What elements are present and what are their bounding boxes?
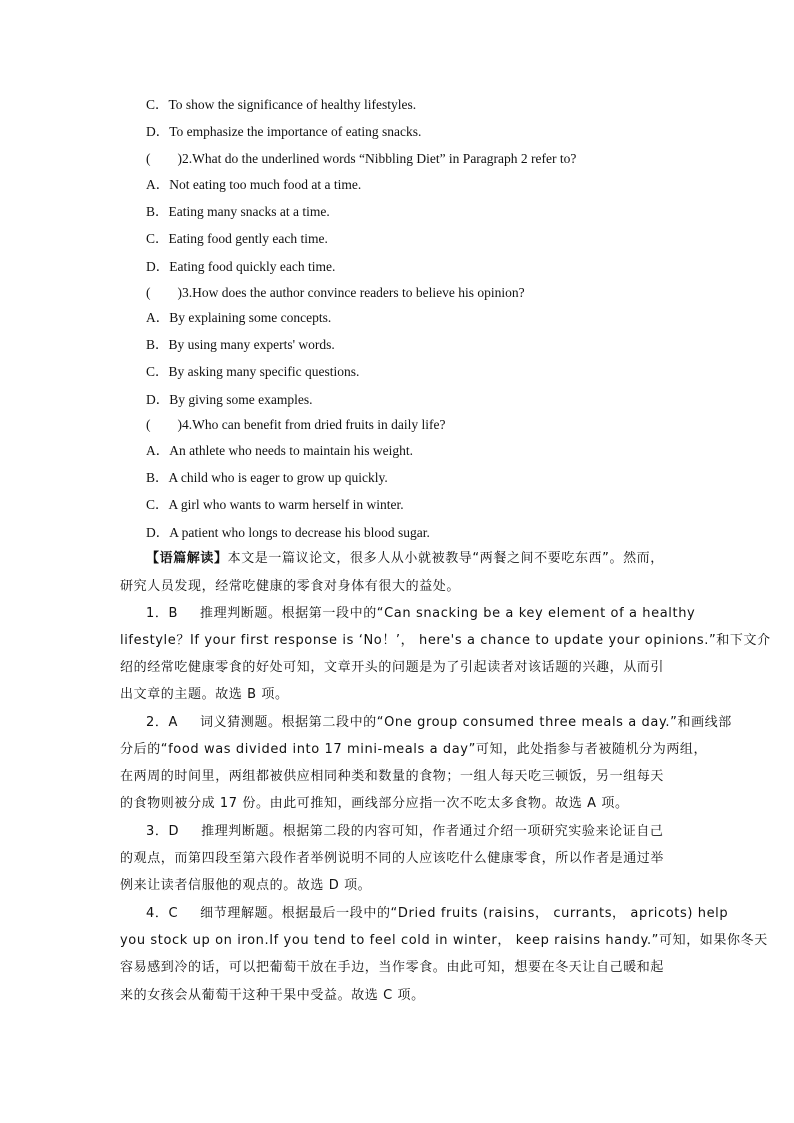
option-b-q4: B．A child who is eager to grow up quickly.	[146, 470, 388, 485]
option-c-q1: C．To show the significance of healthy lifestyles.	[146, 97, 417, 112]
option-c-q4: C．A girl who wants to warm herself in winter.	[146, 497, 404, 512]
analysis-label: 【语篇解读】	[146, 551, 228, 566]
answer-blank: ( )	[146, 285, 182, 300]
option-c-q2: C．Eating food gently each time.	[146, 231, 328, 246]
answer-blank: ( )	[146, 151, 182, 166]
answer-3-line-2: 的观点，而第四段至第六段作者举例说明不同的人应该吃什么健康零食，所以作者是通过举	[120, 851, 665, 866]
question-3	[146, 283, 525, 303]
option-a-q4: A．An athlete who needs to maintain his weight.	[146, 443, 413, 458]
answer-4-line-4: 来的女孩会从葡萄干这种干果中受益。故选 C 项。	[120, 988, 425, 1003]
answer-1-line-3: 绍的经常吃健康零食的好处可知，文章开头的问题是为了引起读者对该话题的兴趣，从而引	[120, 660, 665, 675]
option-b-q2: B．Eating many snacks at a time.	[146, 204, 330, 219]
option-d-q4: D．A patient who longs to decrease his blood sugar.	[146, 525, 430, 540]
answer-2-line-3: 在两周的时间里，两组都被供应相同种类和数量的食物；一组人每天吃三顿饭，另一组每天	[120, 769, 665, 784]
option-d-q1: D．To emphasize the importance of eating snacks.	[146, 124, 422, 139]
answer-2-line-2: 分后的“food was divided into 17 mini-meals a day”可知，此处指参与者被随机分为两组，	[120, 742, 708, 757]
question-text: 4.Who can benefit from dried fruits in daily life?	[182, 417, 446, 432]
option-b-q3: B．By using many experts' words.	[146, 337, 335, 352]
question-2	[146, 149, 576, 169]
answer-1-line-2: lifestyle？If your first response is ‘No！’， here's a chance to update your opinions.”和下文介	[120, 633, 771, 648]
question-text: 3.How does the author convince readers to believe his opinion?	[182, 285, 525, 300]
answer-number: 4．C	[146, 906, 179, 921]
answer-4-line-3: 容易感到冷的话，可以把葡萄干放在手边，当作零食。由此可知，想要在冬天让自己暖和起	[120, 960, 665, 975]
option-a-q2: A．Not eating too much food at a time.	[146, 177, 362, 192]
answer-number: 1．B	[146, 606, 178, 621]
option-a-q3: A．By explaining some concepts.	[146, 310, 332, 325]
answer-number: 3．D	[146, 824, 180, 839]
option-d-q2: D．Eating food quickly each time.	[146, 259, 336, 274]
analysis-intro-line-1: 【语篇解读】本文是一篇议论文，很多人从小就被教导“两餐之间不要吃东西”。然而，	[146, 551, 664, 566]
answer-number: 2．A	[146, 715, 178, 730]
answer-blank: ( )	[146, 417, 182, 432]
analysis-intro-line-2: 研究人员发现，经常吃健康的零食对身体有很大的益处。	[120, 579, 461, 594]
answer-4-line-2: you stock up on iron.If you tend to feel cold in winter， keep raisins handy.”可知，如果你冬天	[120, 933, 768, 948]
question-text: 2.What do the underlined words “Nibbling Diet” in Paragraph 2 refer to?	[182, 151, 577, 166]
answer-2-line-4: 的食物则被分成 17 份。由此可推知，画线部分应指一次不吃太多食物。故选 A 项。	[120, 796, 629, 811]
option-c-q3: C．By asking many specific questions.	[146, 364, 360, 379]
answer-1-line-1: 1．B 推理判断题。根据第一段中的“Can snacking be a key element of a healthy	[146, 606, 696, 621]
answer-3-line-3: 例来让读者信服他的观点的。故选 D 项。	[120, 878, 372, 893]
answer-4-line-1: 4．C 细节理解题。根据最后一段中的“Dried fruits (raisins， currants， apricots) help	[146, 906, 729, 921]
answer-1-line-4: 出文章的主题。故选 B 项。	[120, 687, 289, 702]
answer-3-line-1: 3．D 推理判断题。根据第二段的内容可知，作者通过介绍一项研究实验来论证自己	[146, 824, 664, 839]
question-4	[146, 415, 446, 435]
option-d-q3: D．By giving some examples.	[146, 392, 313, 407]
answer-2-line-1: 2．A 词义猜测题。根据第二段中的“One group consumed three meals a day.”和画线部	[146, 715, 732, 730]
